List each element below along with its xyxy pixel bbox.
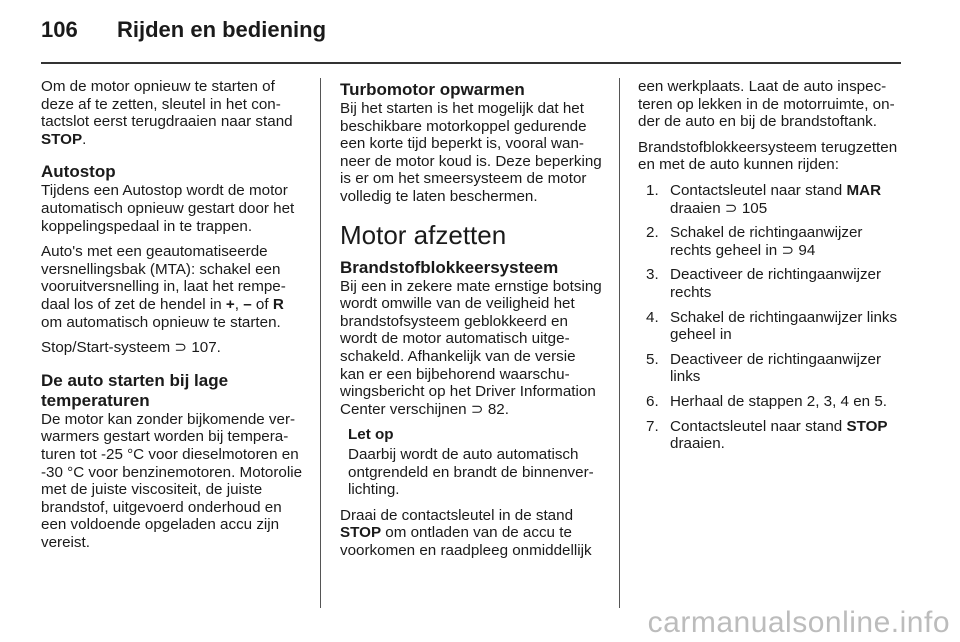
reference-arrow-icon: ⊃: [724, 199, 738, 217]
motor-afzetten-heading: Motor afzetten: [340, 219, 507, 250]
column-divider-1: [320, 78, 321, 608]
column-divider-2: [619, 78, 620, 608]
list-item: 2. Schakel de richtingaanwijzer rechts geheel in ⊃ 94: [646, 224, 863, 259]
turbo-heading: Turbomotor opwarmen: [340, 80, 525, 99]
turbo-paragraph: Bij het starten is het mogelijk dat het beschikbare motorkoppel gedurende een korte tijd beperkt is, vooral wanneer de motor koud is. Deze beperking is er om het smeersysteem de motor volledig te laten beschermen.: [340, 100, 602, 205]
low-temperature-paragraph: De motor kan zonder bijkomende verwarmers gestart worden bij temperaturen tot -25 °C voor dieselmotoren en -30 °C voor benzinemotoren. Motorolie met de juiste viscositeit, de juiste brandstof, uitgevoerd onderhoud en een voldoende opgeladen accu zijn vereist.: [41, 410, 303, 551]
list-item: 5. Deactiveer de richtingaanwijzer links: [646, 350, 882, 386]
header-rule: [41, 62, 901, 64]
workshop-paragraph: een werkplaats. Laat de auto inspecteren op lekken in de motorruimte, onder de auto en bij de brandstoftank.: [638, 78, 895, 131]
list-item: 1. Contactsleutel naar stand MAR draaien ⊃ 105: [646, 181, 882, 217]
turn-key-paragraph: Draai de contactsleutel in de stand STOP om ontladen van de accu te voorkomen en raadpleeg onmiddellijk: [340, 506, 592, 559]
page-number: 106: [41, 17, 78, 42]
list-item: 6. Herhaal de stappen 2, 3, 4 en 5.: [646, 392, 888, 410]
column-3: [638, 78, 902, 460]
page-header: [0, 0, 960, 60]
autostop-paragraph-2: Auto's met een geautomatiseerde versnellingsbak (MTA): schakel een vooruitversnelling in, laat het rempedaal los of zet de hendel in +, – of R om automatisch opnieuw te starten.: [41, 243, 286, 331]
note-text: Daarbij wordt de auto automatisch ontgrendeld en brandt de binnenverlichting.: [348, 445, 594, 499]
list-item: 3. Deactiveer de richtingaanwijzer rechts: [646, 266, 882, 301]
autostop-paragraph-1: Tijdens een Autostop wordt de motor automatisch opnieuw gestart door het koppelingspedaal in te trappen.: [41, 182, 295, 235]
low-temperature-heading: De auto starten bij lage temperaturen: [41, 370, 229, 410]
section-title: Rijden en bediening: [117, 17, 327, 42]
note-box: [340, 426, 602, 498]
stop-start-reference[interactable]: Stop/Start-systeem ⊃ 107.: [41, 339, 221, 357]
fuel-cutoff-paragraph: Bij een in zekere mate ernstige botsing wordt omwille van de veiligheid het brandstofsysteem geblokkeerd en wordt de motor automatisch uitgeschakeld. Afhankelijk van de versie kan er een bijbehorend waarschuwingsbericht op het Driver Information Center verschijnen ⊃ 82.: [340, 277, 602, 418]
list-item: 4. Schakel de richtingaanwijzer links geheel in: [646, 308, 898, 344]
reference-arrow-icon: ⊃: [470, 400, 484, 418]
column-2: [340, 80, 602, 567]
reference-arrow-icon: ⊃: [781, 241, 795, 259]
reset-steps-list: [638, 182, 902, 453]
fuel-cutoff-heading: Brandstofblokkeersysteem: [340, 257, 559, 277]
list-item: 7. Contactsleutel naar stand STOP draaien.: [646, 417, 888, 453]
intro-paragraph: Om de motor opnieuw te starten of deze af te zetten, sleutel in het contactslot eerst terugdraaien naar stand STOP.: [41, 78, 293, 148]
column-1: [41, 78, 303, 559]
note-heading: Let op: [348, 426, 394, 444]
watermark: carmanualsonline.info: [647, 606, 950, 639]
reset-intro-paragraph: Brandstofblokkeersysteem terugzetten en met de auto kunnen rijden:: [638, 138, 898, 174]
reference-arrow-icon: ⊃: [174, 339, 188, 357]
autostop-heading: Autostop: [41, 162, 116, 182]
